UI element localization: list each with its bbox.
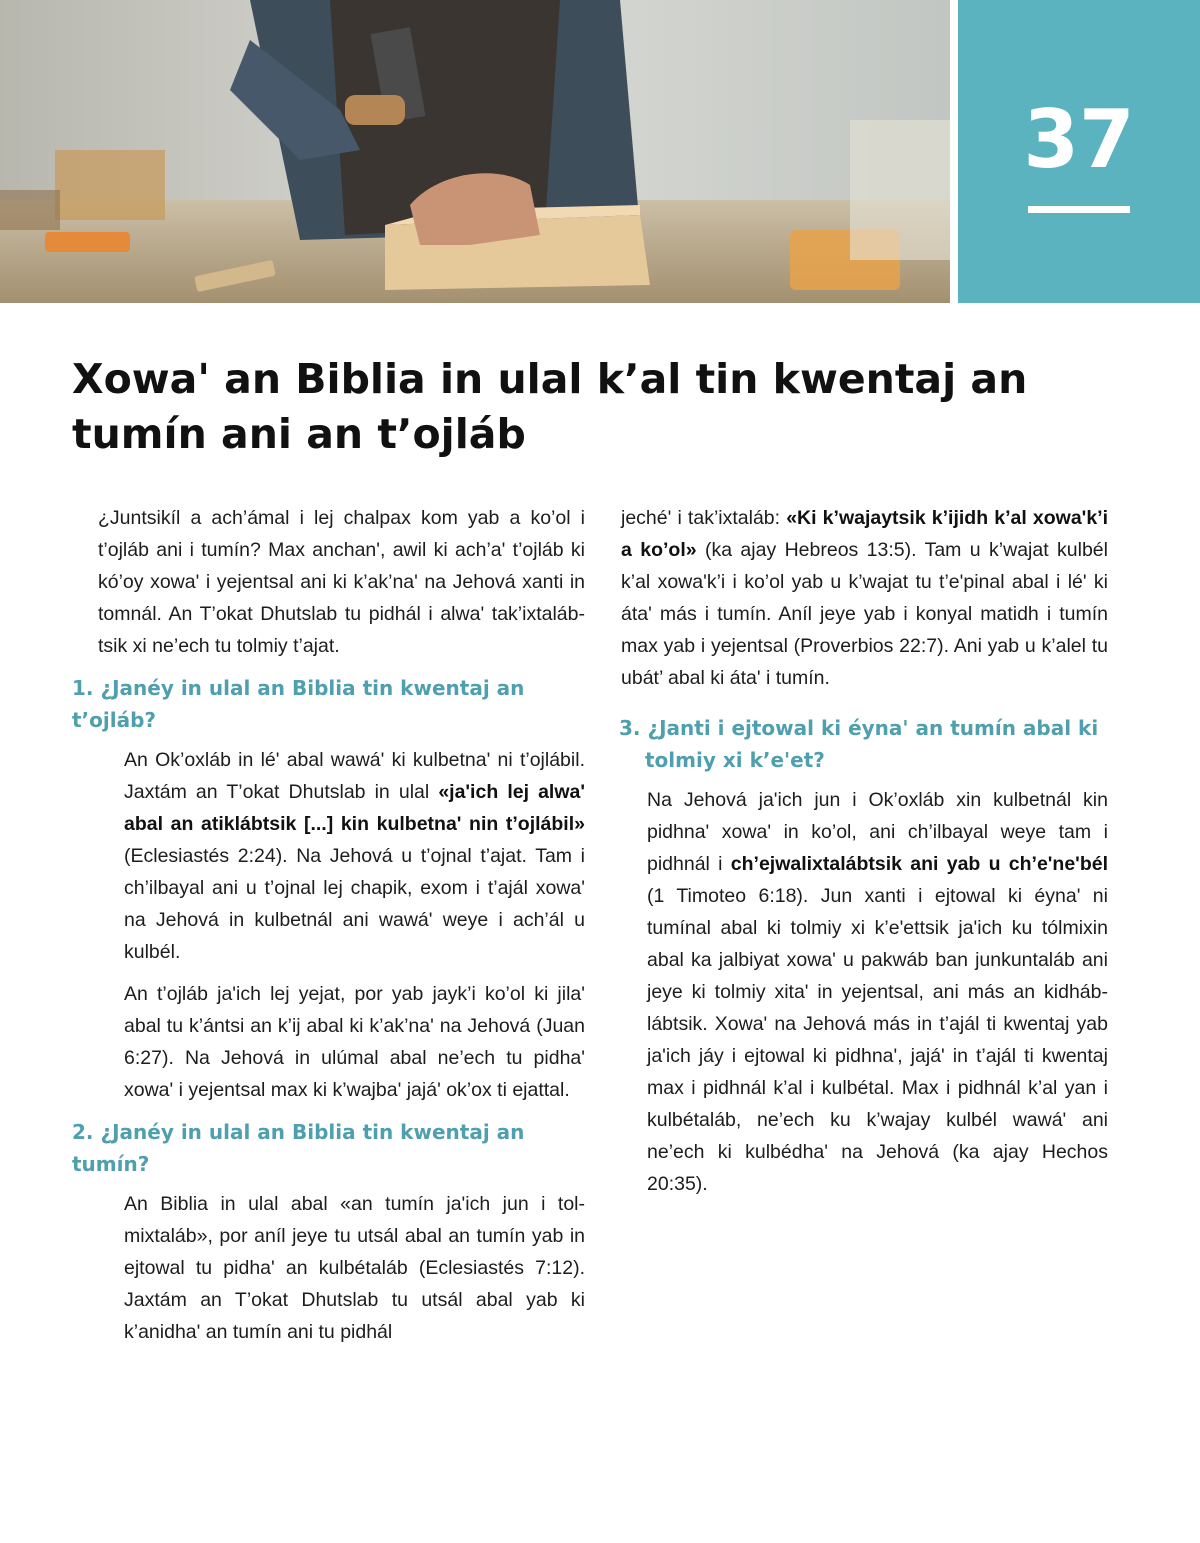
bold-quote: «Ki k’wajaytsik k’ijidh k’al xowa'k’i a ko’ol» — [621, 507, 1109, 561]
lesson-number: 37 — [1023, 93, 1135, 186]
intro-paragraph: ¿Juntsikíl a ach’ámal i lej chalpax kom yab a ko’ol i t’ojláb ani i tumín? Max anchan', awil ki ach’a' t’ojláb ki kó’oy xowa' i yejentsal ani ki k’ak’na' na Jehová xanti in tomnál. An T’okat Dhutslab tu pidhál i alwa' tak’ixtalábtsik xi ne’ech tu tolmiy t’ajat. — [98, 507, 585, 657]
section-2-paragraph-1 — [98, 1188, 585, 1348]
section-1-paragraph-1 — [98, 744, 585, 968]
hero-illustration — [0, 0, 950, 303]
page-title: Xowa' an Biblia in ulal k’al tin kwentaj an tumín ani an t’ojláb — [72, 355, 1028, 458]
text-span: (1 Timoteo 6:18). Jun xanti i ejtowal ki éyna' ni tumínal abal ki tolmiy xi k’e'ettsik ja'ich ku tólmixin abal ka jalbiyat xowa' u pakwáb ban junkuntaláb ani jeye ki tolmiy xita' in yejentsal, ani más an kidháblábtsik. Xowa' na Jehová más in t’ajál ti kwentaj yab ja'ich jáy i ejtowal ki pidhna', jajá' in t’ajál ti kwentaj max i pidhnál k’al i kulbétal. Max i pidhnál k’al yan i kulbétaláb, ne’ech ku k’wajay kulbél wawá' ani ne’ech ki kulbédha' na Jehová (ka ajay Hechos 20:35). — [647, 885, 1108, 1195]
section-3-heading: 3. ¿Janti i ejtowal ki éyna' an tumín abal ki tolmiy xi k’e'et? — [619, 716, 1099, 772]
right-column — [621, 502, 1108, 1210]
bold-quote: ch’ejwalixtalábtsik ani yab u ch’e'ne'bél — [730, 853, 1108, 875]
hero-photo — [0, 0, 950, 303]
section-1-paragraph-2: An t’ojláb ja'ich lej yejat, por yab jayk’i ko’ol ki jila' abal tu k’ántsi an k’ij abal ki k’ak’na' na Jehová (Juan 6:27). Na Jehová in ulúmal abal ne’ech tu pidha' xowa' i yejentsal max ki k’wajba' jajá' ok’ox ti ejattal. — [124, 983, 585, 1101]
text-span: Na Jehová ja'ich jun i Ok’oxláb xin kulbetnál kin pidhna' xowa' in ko’ol, ani ch’ilbayal weye tam i pidhnál i — [647, 789, 1108, 875]
text-span: An Ok’oxláb in lé' abal wawá' ki kulbetna' ni t’ojlábil. Jaxtám an T’okat Dhutslab in ulal — [124, 749, 585, 803]
lesson-badge — [958, 0, 1200, 303]
badge-underline — [1028, 206, 1130, 213]
section-1-heading: 1. ¿Janéy in ulal an Biblia tin kwentaj an t’ojláb? — [72, 676, 525, 732]
section-2-heading: 2. ¿Janéy in ulal an Biblia tin kwentaj an tumín? — [72, 1120, 525, 1176]
section-3-paragraph-1 — [621, 784, 1108, 1200]
text-span: (Eclesiastés 2:24). Na Jehová u t’ojnal t’ajat. Tam i ch’ilbayal ani u t’ojnal lej chapik, exom i t’ajál xowa' na Jehová in kulbetnál ani wawá' weye i ach’ál u kulbél. — [124, 845, 585, 963]
section-2-continuation — [595, 502, 1108, 694]
bold-quote: «ja'ich lej alwa' abal an atiklábtsik [...] kin kulbetna' nin t’ojlábil» — [124, 781, 585, 835]
left-column — [72, 502, 585, 1358]
text-span: An Biblia in ulal abal «an tumín ja'ich jun i tolmixtaláb», por aníl jeye tu utsál abal an tumín yab in ejtowal tu pidha' an kulbétaláb (Eclesiastés 7:12). Jaxtám an T’okat Dhutslab tu utsál abal yab ki k’anidha' an tumín ani tu pidhál — [124, 1193, 585, 1343]
text-span: jeché' i tak’ixtaláb: «Ki k’wajaytsik k’ijidh k’al xowa'k’i a ko’ol» (ka ajay Hebreos 13:5). Tam u k’wajat kulbél k’al xowa'k’i i ko’ol yab u k’wajat tu t’e'pinal abal i lé' ki áta' más i tumín. Aníl jeye yab i konyal matidh i tumín max yab i yejentsal (Proverbios 22:7). Ani yab u k’alel tu ubát’ abal ki áta' i tumín. — [621, 507, 1109, 689]
